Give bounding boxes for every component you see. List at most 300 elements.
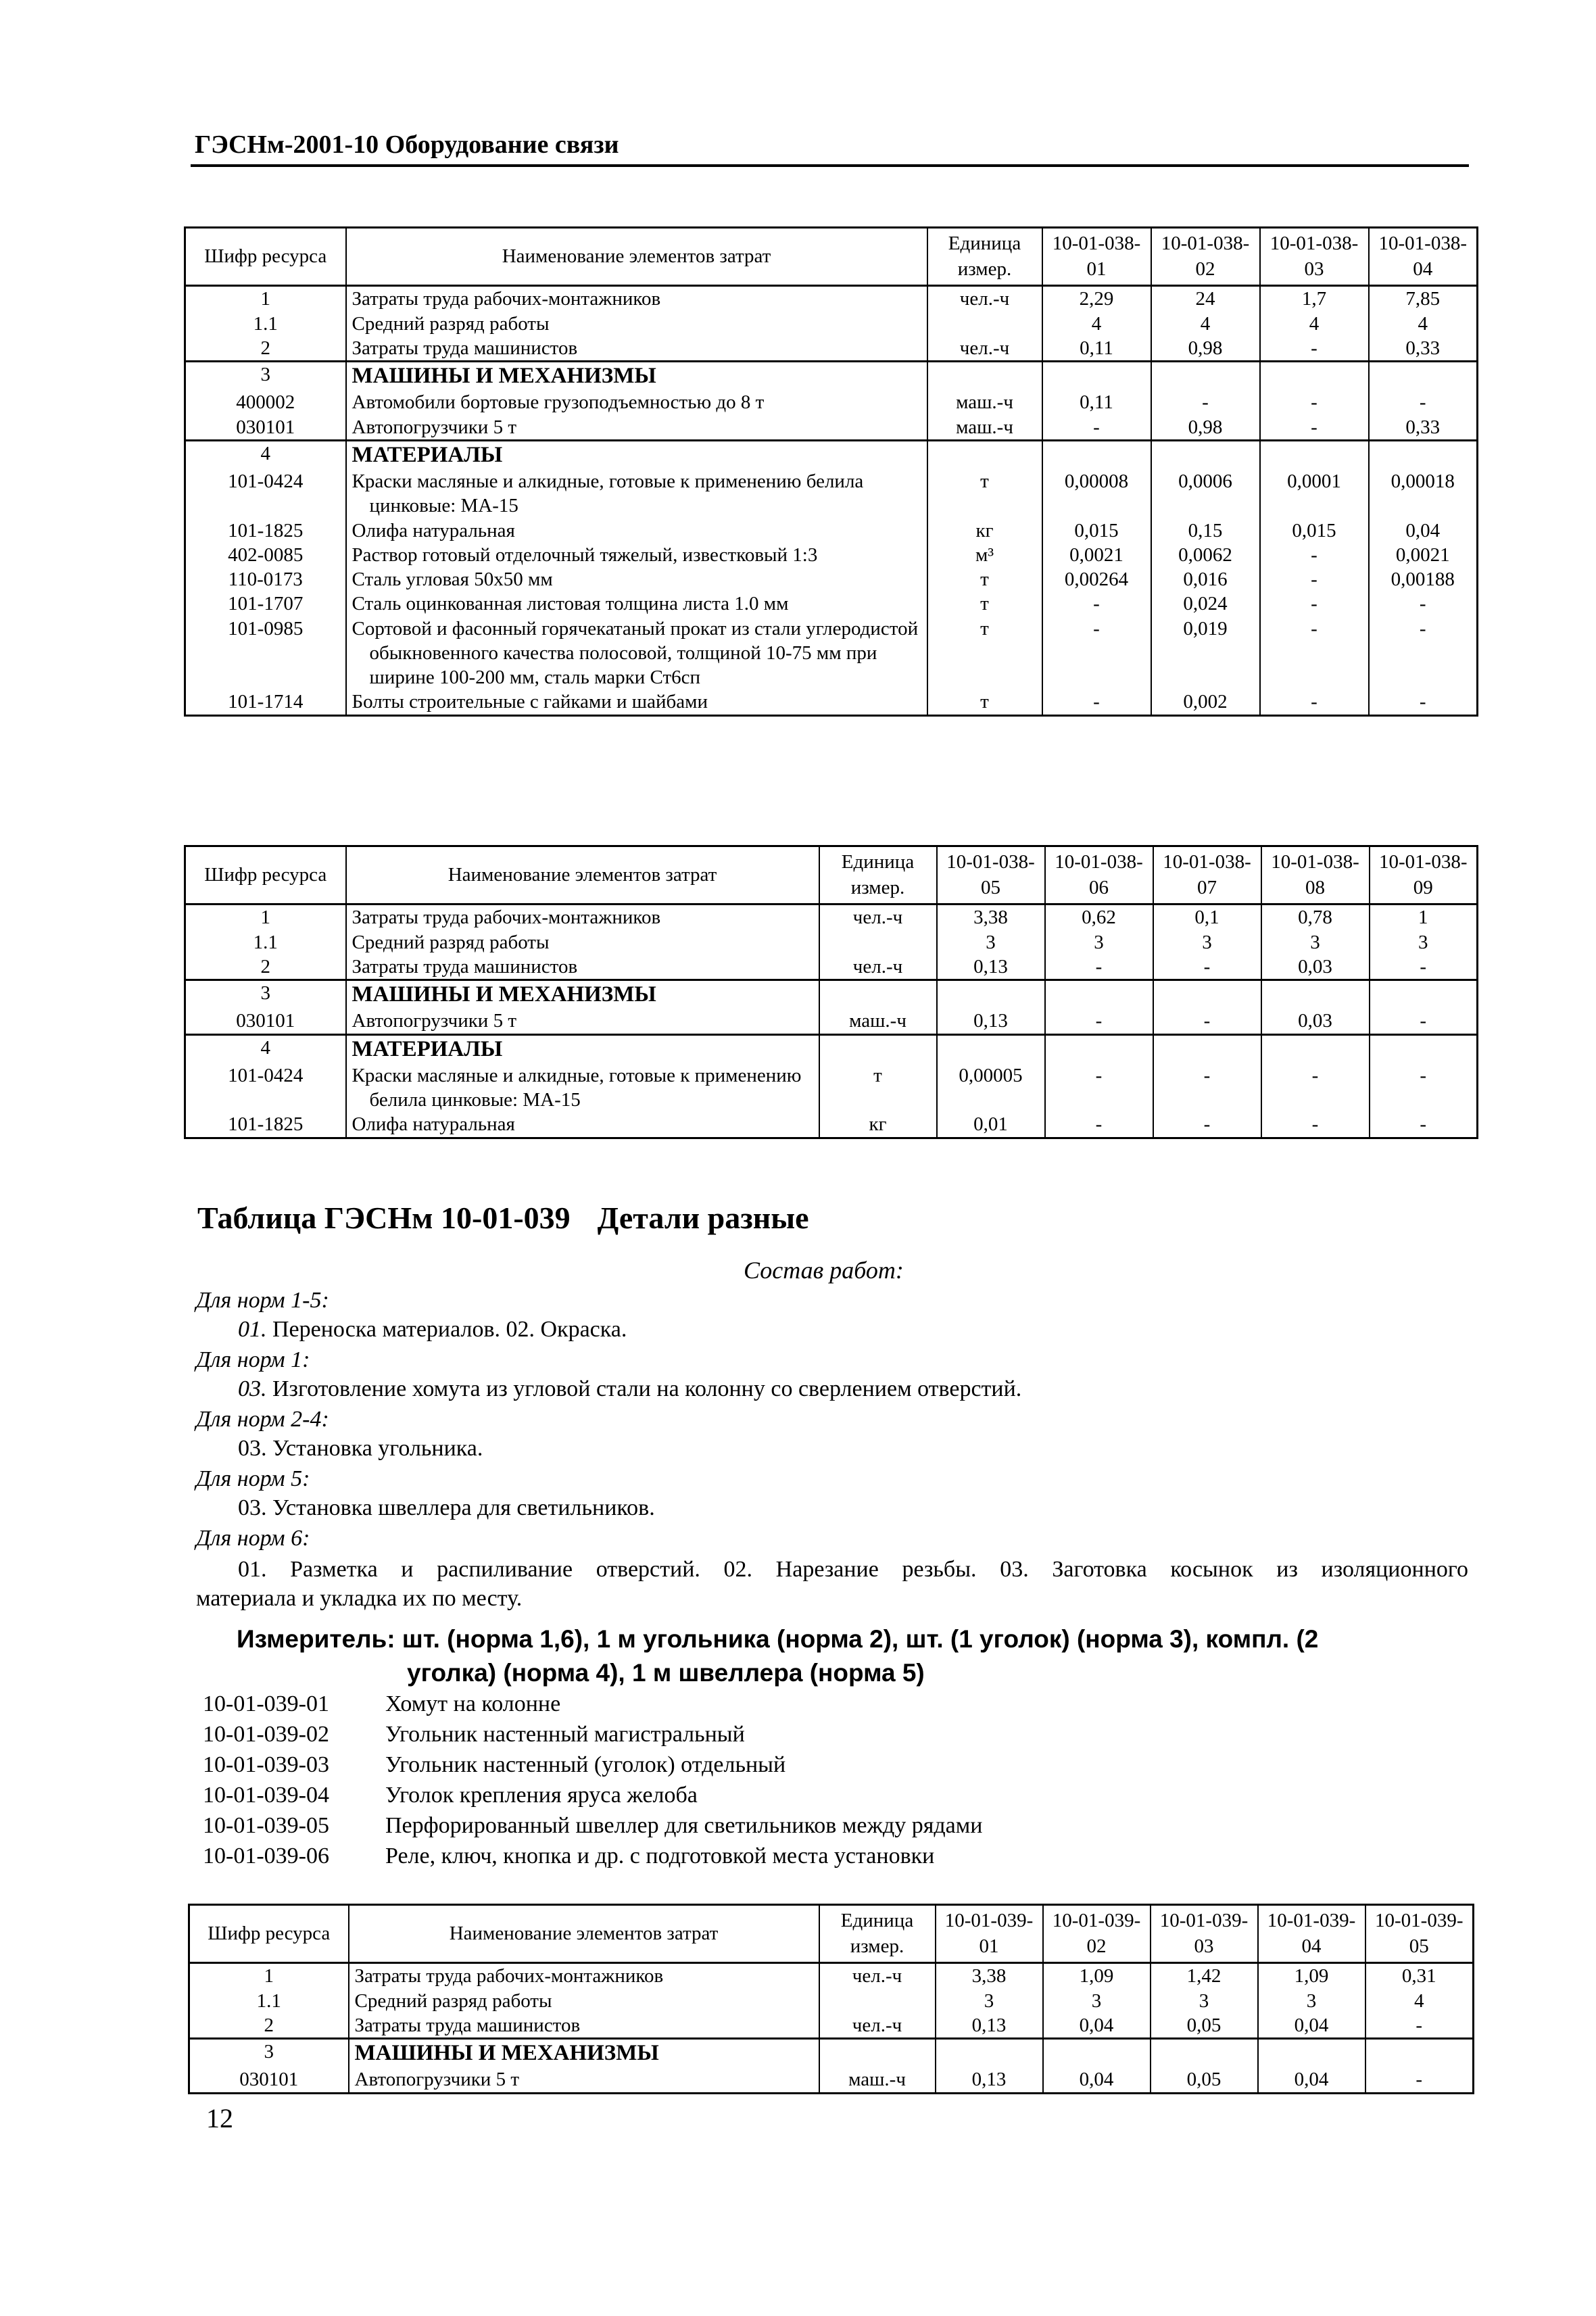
value-cell: 3 [1151, 1989, 1258, 2013]
cost-element-label: Болты строительные с гайками и шайбами [352, 691, 708, 713]
group-label: Для норм 5: [196, 1466, 310, 1491]
value-cell [937, 980, 1045, 1009]
table-row [189, 1989, 1474, 2013]
value-cell [1045, 1034, 1153, 1063]
measurer-line: уголка) (норма 4), 1 м швеллера (норма 5) [407, 1658, 925, 1687]
cost-element-name [346, 904, 819, 930]
unit-cell: чел.-ч [819, 1963, 936, 1989]
composition-title: Состав работ: [744, 1257, 904, 1284]
cost-element-label: Затраты труда машинистов [352, 337, 578, 359]
table-row [189, 1963, 1474, 1989]
value-cell: - [1260, 336, 1369, 362]
value-cell: - [1260, 690, 1369, 715]
value-cell: 0,05 [1151, 2013, 1258, 2039]
cost-element-label: Затраты труда рабочих-монтажников [352, 288, 661, 310]
unit-cell: чел.-ч [927, 336, 1042, 362]
value-cell: - [1153, 955, 1261, 980]
unit-cell: т [927, 592, 1042, 616]
section-row [185, 1034, 1478, 1063]
cost-element-label: Олифа натуральная [352, 519, 515, 541]
value-cell [1153, 1034, 1261, 1063]
resource-code: 1 [185, 904, 346, 930]
cost-element-name [349, 1989, 819, 2013]
cost-element-name [346, 567, 927, 592]
header-norm-code: 10-01-038-04 [1369, 228, 1478, 286]
resource-code: 2 [185, 336, 346, 362]
value-cell: 0,13 [936, 2013, 1043, 2039]
unit-cell: маш.-ч [927, 390, 1042, 414]
table-row [185, 518, 1478, 543]
value-cell: - [1260, 543, 1369, 567]
section-row [185, 362, 1478, 391]
cost-element-label: Автопогрузчики 5 т [354, 2069, 519, 2091]
section-row [185, 440, 1478, 469]
table-row [185, 617, 1478, 690]
cost-element-name [346, 592, 927, 616]
cost-element-label: Олифа натуральная [352, 1113, 515, 1136]
header-norm-code: 10-01-038-06 [1045, 846, 1153, 904]
header-norm-code: 10-01-038-07 [1153, 846, 1261, 904]
value-cell: 0,015 [1042, 518, 1151, 543]
value-cell [1151, 440, 1260, 469]
table-row [185, 312, 1478, 336]
value-cell [1260, 362, 1369, 391]
value-cell: 3 [1370, 930, 1478, 955]
table-row [185, 543, 1478, 567]
header-name: Наименование элементов затрат [349, 1905, 819, 1963]
table-title-subtitle: Детали разные [597, 1201, 809, 1235]
value-cell: - [1369, 690, 1478, 715]
value-cell [1042, 440, 1151, 469]
value-cell [1370, 980, 1478, 1009]
unit-cell [819, 930, 937, 955]
unit-cell: чел.-ч [927, 286, 1042, 312]
page-number: 12 [206, 2103, 233, 2133]
header-norm-code: 10-01-039-03 [1151, 1905, 1258, 1963]
table-title [197, 1200, 809, 1236]
header-name: Наименование элементов затрат [346, 846, 819, 904]
value-cell: 0,33 [1369, 336, 1478, 362]
header-norm-code: 10-01-038-03 [1260, 228, 1369, 286]
resource-code: 402-0085 [185, 543, 346, 567]
value-cell: 0,04 [1043, 2013, 1151, 2039]
norm-code-row: 10-01-039-04 Уголок крепления яруса желоба [203, 1783, 698, 1808]
unit-cell: кг [927, 518, 1042, 543]
value-cell: 3 [1261, 930, 1370, 955]
section-row [189, 2039, 1474, 2068]
value-cell: 0,00188 [1369, 567, 1478, 592]
value-cell [1042, 362, 1151, 391]
table-row [185, 469, 1478, 518]
value-cell: - [1365, 2067, 1474, 2093]
header-name: Наименование элементов затрат [346, 228, 927, 286]
unit-cell [819, 2039, 936, 2068]
value-cell [1151, 2039, 1258, 2068]
header-unit: Единица измер. [927, 228, 1042, 286]
value-cell [1370, 1034, 1478, 1063]
cost-element-name [346, 390, 927, 414]
norm-code-row: 10-01-039-06 Реле, ключ, кнопка и др. с подготовкой места установки [203, 1843, 935, 1868]
cost-element-label: Краски масляные и алкидные, готовые к применению белила цинковые: МА-15 [352, 471, 864, 517]
value-cell [936, 2039, 1043, 2068]
value-cell: 3 [936, 1989, 1043, 2013]
value-cell: - [1045, 1063, 1153, 1113]
cost-element-name [349, 2013, 819, 2039]
value-cell: 4 [1369, 312, 1478, 336]
value-cell: - [1370, 955, 1478, 980]
cost-element-label: Раствор готовый отделочный тяжелый, известковый 1:3 [352, 544, 818, 566]
value-cell: 0,13 [937, 1009, 1045, 1034]
cost-element-name [346, 1009, 819, 1034]
value-cell: 0,31 [1365, 1963, 1474, 1989]
cost-element-label: Автомобили бортовые грузоподъемностью до 8 т [352, 391, 765, 414]
value-cell: - [1260, 592, 1369, 616]
unit-cell [819, 980, 937, 1009]
table-row [185, 1063, 1478, 1113]
cost-element-label: Сортовой и фасонный горячекатаный прокат из стали углеродистой обыкновенного качества полосовой, толщиной 10-75 мм при ширине 100-200 мм, сталь марки Ст6сп [352, 617, 919, 689]
value-cell: 0,024 [1151, 592, 1260, 616]
value-cell: 0,04 [1043, 2067, 1151, 2093]
value-cell: 0,98 [1151, 415, 1260, 441]
resource-code: 101-1825 [185, 518, 346, 543]
value-cell: 3 [1043, 1989, 1151, 2013]
value-cell: - [1365, 2013, 1474, 2039]
value-cell: 3 [1258, 1989, 1365, 2013]
unit-cell: маш.-ч [819, 1009, 937, 1034]
table-header-row [189, 1905, 1474, 1963]
resource-code: 101-0424 [185, 469, 346, 518]
value-cell: 0,03 [1261, 1009, 1370, 1034]
measurer-line: Измеритель: шт. (норма 1,6), 1 м угольника (норма 2), шт. (1 уголок) (норма 3), компл. (2 [237, 1625, 1319, 1653]
cost-element-name [346, 286, 927, 312]
value-cell: 3 [1045, 930, 1153, 955]
cost-element-label: Автопогрузчики 5 т [352, 416, 516, 438]
value-cell: 0,015 [1260, 518, 1369, 543]
group-label: Для норм 1-5: [196, 1288, 329, 1313]
value-cell [1153, 980, 1261, 1009]
cost-element-label: МАШИНЫ И МЕХАНИЗМЫ [354, 2041, 659, 2066]
measurer [237, 1622, 1474, 1690]
unit-cell: т [927, 690, 1042, 715]
table-row [185, 955, 1478, 980]
value-cell [1369, 440, 1478, 469]
value-cell: - [1369, 390, 1478, 414]
value-cell: 1 [1370, 904, 1478, 930]
value-cell: 0,11 [1042, 390, 1151, 414]
header-norm-code: 10-01-038-08 [1261, 846, 1370, 904]
cost-element-name [346, 1034, 819, 1063]
value-cell [1043, 2039, 1151, 2068]
header-norm-code: 10-01-039-04 [1258, 1905, 1365, 1963]
resource-code: 1.1 [185, 930, 346, 955]
cost-element-label: Сталь угловая 50х50 мм [352, 569, 553, 591]
resource-code: 2 [189, 2013, 349, 2039]
value-cell: 0,0021 [1042, 543, 1151, 567]
header-norm-code: 10-01-038-01 [1042, 228, 1151, 286]
value-cell: 0,04 [1369, 518, 1478, 543]
value-cell: 0,0021 [1369, 543, 1478, 567]
cost-element-name [346, 1112, 819, 1138]
cost-element-name [349, 2067, 819, 2093]
cost-element-name [346, 362, 927, 391]
value-cell: - [1153, 1063, 1261, 1113]
group-text: 03. Установка швеллера для светильников. [238, 1495, 655, 1520]
value-cell: 0,0001 [1260, 469, 1369, 518]
value-cell: 0,03 [1261, 955, 1370, 980]
unit-cell: чел.-ч [819, 904, 937, 930]
norm-table-039 [188, 1904, 1474, 2094]
cost-element-name [346, 518, 927, 543]
cost-element-name [349, 1963, 819, 1989]
unit-cell [819, 1034, 937, 1063]
header-norm-code: 10-01-039-05 [1365, 1905, 1474, 1963]
value-cell [1365, 2039, 1474, 2068]
value-cell: 1,42 [1151, 1963, 1258, 1989]
value-cell: - [1042, 617, 1151, 690]
value-cell: 0,016 [1151, 567, 1260, 592]
value-cell: 0,11 [1042, 336, 1151, 362]
value-cell: 0,00008 [1042, 469, 1151, 518]
table-row [189, 2067, 1474, 2093]
unit-cell [819, 1989, 936, 2013]
table-row [185, 336, 1478, 362]
unit-cell: маш.-ч [927, 415, 1042, 441]
table-row [185, 592, 1478, 616]
norm-code-row: 10-01-039-02 Угольник настенный магистральный [203, 1722, 745, 1747]
table-row [185, 930, 1478, 955]
cost-element-name [349, 2039, 819, 2068]
table-header-row [185, 846, 1478, 904]
value-cell: 0,019 [1151, 617, 1260, 690]
cost-element-label: Затраты труда рабочих-монтажников [354, 1965, 664, 1987]
cost-element-label: Затраты труда машинистов [352, 955, 578, 978]
value-cell: 0,04 [1258, 2013, 1365, 2039]
resource-code: 2 [185, 955, 346, 980]
cost-element-label: МАШИНЫ И МЕХАНИЗМЫ [352, 982, 656, 1007]
resource-code: 030101 [185, 1009, 346, 1034]
table-row [185, 1112, 1478, 1138]
value-cell [1369, 362, 1478, 391]
norm-table-038-a [184, 226, 1478, 717]
unit-cell [927, 362, 1042, 391]
value-cell [1045, 980, 1153, 1009]
value-cell: 0,01 [937, 1112, 1045, 1138]
group-label: Для норм 2-4: [196, 1407, 329, 1432]
value-cell: 0,04 [1258, 2067, 1365, 2093]
resource-code: 101-1825 [185, 1112, 346, 1138]
group-text: 01. Переноска материалов. 02. Окраска. [238, 1317, 627, 1342]
resource-code: 400002 [185, 390, 346, 414]
header-rule [191, 164, 1469, 167]
cost-element-label: Затраты труда машинистов [354, 2014, 581, 2036]
value-cell: - [1370, 1063, 1478, 1113]
value-cell [1261, 1034, 1370, 1063]
value-cell: - [1042, 690, 1151, 715]
value-cell: - [1369, 592, 1478, 616]
cost-element-label: Сталь оцинкованная листовая толщина листа 1.0 мм [352, 593, 789, 615]
value-cell: - [1153, 1112, 1261, 1138]
cost-element-label: Средний разряд работы [354, 1989, 552, 2012]
header-unit: Единица измер. [819, 846, 937, 904]
value-cell [937, 1034, 1045, 1063]
unit-cell: кг [819, 1112, 937, 1138]
table-row [189, 2013, 1474, 2039]
page-header-title: ГЭСНм-2001-10 Оборудование связи [195, 130, 619, 159]
value-cell [1151, 362, 1260, 391]
value-cell: 0,0006 [1151, 469, 1260, 518]
cost-element-name [346, 1063, 819, 1113]
cost-element-label: МАТЕРИАЛЫ [352, 442, 503, 467]
header-norm-code: 10-01-038-02 [1151, 228, 1260, 286]
header-unit: Единица измер. [819, 1905, 936, 1963]
header-code: Шифр ресурса [185, 846, 346, 904]
unit-cell: м³ [927, 543, 1042, 567]
unit-cell: маш.-ч [819, 2067, 936, 2093]
value-cell: - [1042, 415, 1151, 441]
value-cell: - [1045, 1112, 1153, 1138]
value-cell: - [1045, 1009, 1153, 1034]
value-cell: 2,29 [1042, 286, 1151, 312]
value-cell: 24 [1151, 286, 1260, 312]
cost-element-name [346, 440, 927, 469]
unit-cell: т [927, 617, 1042, 690]
value-cell: - [1370, 1112, 1478, 1138]
group-text-continuation: материала и укладка их по месту. [196, 1586, 523, 1611]
section-row [185, 980, 1478, 1009]
value-cell: 4 [1260, 312, 1369, 336]
cost-element-name [346, 336, 927, 362]
value-cell: 3,38 [937, 904, 1045, 930]
value-cell: - [1042, 592, 1151, 616]
value-cell: 4 [1042, 312, 1151, 336]
cost-element-label: Автопогрузчики 5 т [352, 1010, 516, 1032]
cost-element-name [346, 690, 927, 715]
value-cell: 0,78 [1261, 904, 1370, 930]
group-text: 03. Установка угольника. [238, 1436, 483, 1461]
value-cell: 1,7 [1260, 286, 1369, 312]
cost-element-label: Затраты труда рабочих-монтажников [352, 907, 661, 929]
group-text: 01. Разметка и распиливание отверстий. 02. Нарезание резьбы. 03. Заготовка косынок из изоляционного [238, 1557, 1468, 1582]
group-label: Для норм 1: [196, 1347, 310, 1372]
unit-cell: т [819, 1063, 937, 1113]
unit-cell: чел.-ч [819, 955, 937, 980]
value-cell: 0,002 [1151, 690, 1260, 715]
table-row [185, 904, 1478, 930]
table-row [185, 390, 1478, 414]
unit-cell: т [927, 469, 1042, 518]
cost-element-name [346, 980, 819, 1009]
value-cell: 0,0062 [1151, 543, 1260, 567]
cost-element-name [346, 617, 927, 690]
table-header-row [185, 228, 1478, 286]
resource-code: 3 [189, 2039, 349, 2068]
norm-code-row: 10-01-039-01 Хомут на колонне [203, 1691, 561, 1716]
value-cell: - [1151, 390, 1260, 414]
header-code: Шифр ресурса [189, 1905, 349, 1963]
table-row [185, 415, 1478, 441]
resource-code: 4 [185, 1034, 346, 1063]
resource-code: 4 [185, 440, 346, 469]
resource-code: 1.1 [189, 1989, 349, 2013]
value-cell: 1,09 [1258, 1963, 1365, 1989]
cost-element-name [346, 955, 819, 980]
value-cell: 0,98 [1151, 336, 1260, 362]
cost-element-label: МАШИНЫ И МЕХАНИЗМЫ [352, 364, 656, 389]
header-code: Шифр ресурса [185, 228, 346, 286]
group-label: Для норм 6: [196, 1526, 310, 1551]
resource-code: 3 [185, 362, 346, 391]
value-cell: 3 [1153, 930, 1261, 955]
table-row [185, 690, 1478, 715]
cost-element-label: Средний разряд работы [352, 931, 550, 953]
value-cell: 3,38 [936, 1963, 1043, 1989]
cost-element-name [346, 543, 927, 567]
table-row [185, 567, 1478, 592]
table-title-code: Таблица ГЭСНм 10-01-039 [197, 1201, 571, 1235]
value-cell: - [1260, 567, 1369, 592]
unit-cell: т [927, 567, 1042, 592]
value-cell [1260, 440, 1369, 469]
value-cell [1261, 980, 1370, 1009]
value-cell: 0,1 [1153, 904, 1261, 930]
value-cell: - [1261, 1112, 1370, 1138]
value-cell: 3 [937, 930, 1045, 955]
norm-code-row: 10-01-039-03 Угольник настенный (уголок) отдельный [203, 1752, 786, 1777]
cost-element-name [346, 415, 927, 441]
value-cell: - [1153, 1009, 1261, 1034]
value-cell: 0,13 [937, 955, 1045, 980]
value-cell: 0,05 [1151, 2067, 1258, 2093]
value-cell: 0,00005 [937, 1063, 1045, 1113]
value-cell [1258, 2039, 1365, 2068]
value-cell: 0,62 [1045, 904, 1153, 930]
cost-element-label: МАТЕРИАЛЫ [352, 1036, 503, 1061]
cost-element-label: Краски масляные и алкидные, готовые к применению белила цинковые: МА-15 [352, 1064, 802, 1111]
value-cell: 0,13 [936, 2067, 1043, 2093]
header-norm-code: 10-01-038-05 [937, 846, 1045, 904]
value-cell: 0,15 [1151, 518, 1260, 543]
unit-cell: чел.-ч [819, 2013, 936, 2039]
value-cell: 0,33 [1369, 415, 1478, 441]
value-cell: - [1260, 617, 1369, 690]
norm-table-038-b [184, 845, 1478, 1139]
value-cell: 7,85 [1369, 286, 1478, 312]
table-row [185, 286, 1478, 312]
cost-element-label: Средний разряд работы [352, 312, 550, 335]
value-cell: 4 [1151, 312, 1260, 336]
resource-code: 030101 [189, 2067, 349, 2093]
value-cell: 1,09 [1043, 1963, 1151, 1989]
value-cell: - [1260, 415, 1369, 441]
value-cell: - [1261, 1063, 1370, 1113]
cost-element-name [346, 930, 819, 955]
resource-code: 1.1 [185, 312, 346, 336]
resource-code: 1 [185, 286, 346, 312]
header-norm-code: 10-01-039-02 [1043, 1905, 1151, 1963]
header-norm-code: 10-01-038-09 [1370, 846, 1478, 904]
resource-code: 101-0424 [185, 1063, 346, 1113]
resource-code: 1 [189, 1963, 349, 1989]
cost-element-name [346, 469, 927, 518]
unit-cell [927, 312, 1042, 336]
cost-element-name [346, 312, 927, 336]
value-cell: - [1045, 955, 1153, 980]
value-cell: - [1260, 390, 1369, 414]
resource-code: 3 [185, 980, 346, 1009]
unit-cell [927, 440, 1042, 469]
resource-code: 110-0173 [185, 567, 346, 592]
resource-code: 101-1714 [185, 690, 346, 715]
